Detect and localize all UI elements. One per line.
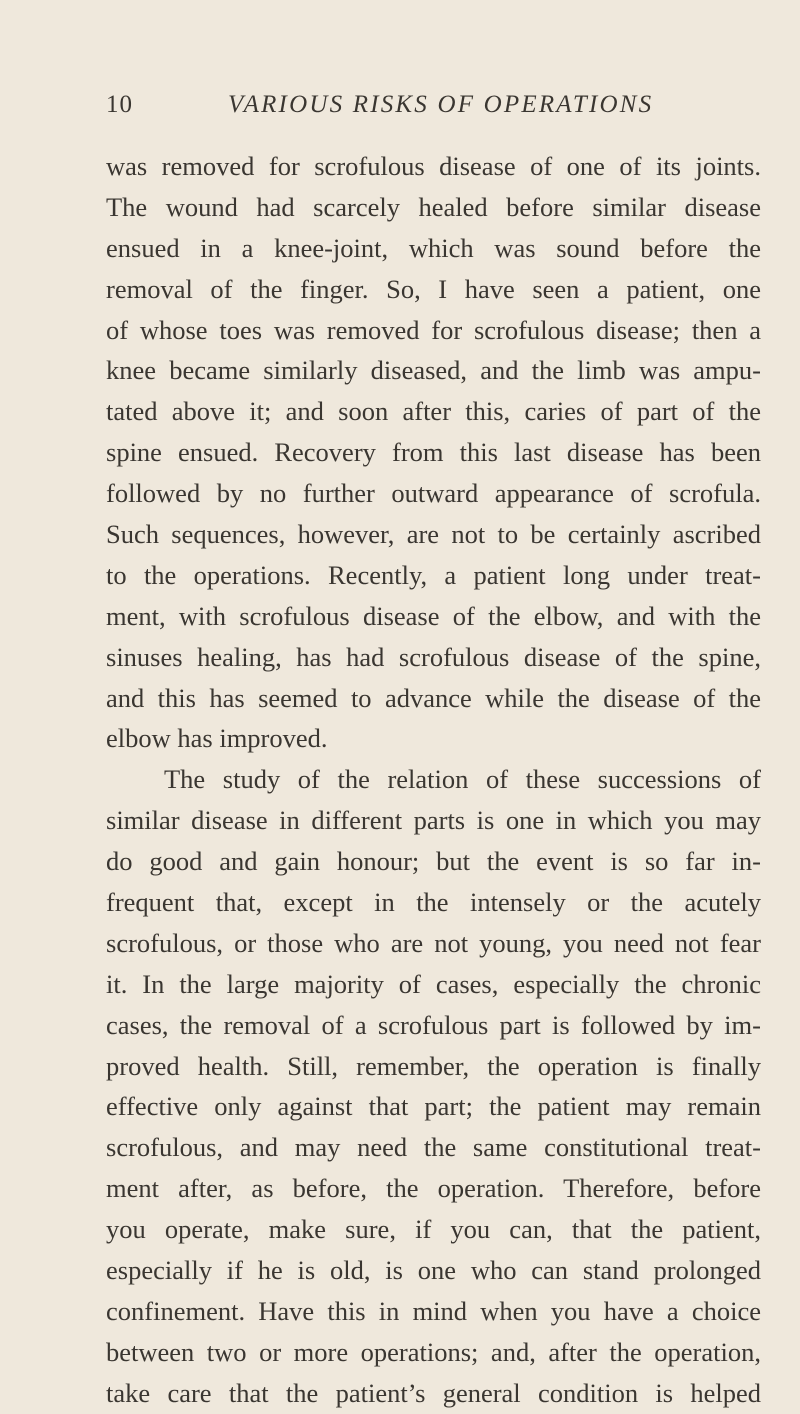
text-line: tated above it; and soon after this, caries of part of the bbox=[106, 396, 761, 427]
text-line: knee became similarly diseased, and the limb was ampu- bbox=[106, 355, 761, 386]
text-line: followed by no further outward appearance of scrofula. bbox=[106, 478, 761, 509]
body-text bbox=[106, 146, 761, 1414]
text-line: ment, with scrofulous disease of the elbow, and with the bbox=[106, 600, 761, 631]
text-line: of whose toes was removed for scrofulous disease; then a bbox=[106, 314, 761, 345]
text-line: confinement. Have this in mind when you have a choice bbox=[106, 1295, 761, 1326]
paragraph-start-line: The study of the relation of these successions of bbox=[164, 764, 761, 795]
text-line: cases, the removal of a scrofulous part is followed by im- bbox=[106, 1009, 761, 1040]
text-line: effective only against that part; the patient may remain bbox=[106, 1091, 761, 1122]
text-line: removal of the finger. So, I have seen a patient, one bbox=[106, 273, 761, 304]
text-line: spine ensued. Recovery from this last disease has been bbox=[106, 437, 761, 468]
text-line: do good and gain honour; but the event is so far in- bbox=[106, 846, 761, 877]
text-line: sinuses healing, has had scrofulous disease of the spine, bbox=[106, 641, 761, 672]
text-line: The wound had scarcely healed before similar disease bbox=[106, 191, 761, 222]
text-line: Such sequences, however, are not to be certainly ascribed bbox=[106, 519, 761, 550]
text-line: especially if he is old, is one who can stand prolonged bbox=[106, 1255, 761, 1286]
text-line: scrofulous, or those who are not young, you need not fear bbox=[106, 927, 761, 958]
text-line: frequent that, except in the intensely or the acutely bbox=[106, 887, 761, 918]
text-line: and this has seemed to advance while the disease of the bbox=[106, 682, 761, 713]
text-line: ment after, as before, the operation. Therefore, before bbox=[106, 1173, 761, 1204]
running-head bbox=[106, 91, 766, 131]
text-line: to the operations. Recently, a patient long under treat- bbox=[106, 559, 761, 590]
page-number: 10 bbox=[106, 91, 133, 118]
text-line: was removed for scrofulous disease of one of its joints. bbox=[106, 151, 761, 181]
text-line: take care that the patient’s general condition is helped bbox=[106, 1377, 761, 1408]
text-line: similar disease in different parts is one in which you may bbox=[106, 805, 761, 836]
paragraph-end-line: elbow has improved. bbox=[106, 723, 328, 754]
text-line: scrofulous, and may need the same constitutional treat- bbox=[106, 1132, 761, 1163]
text-line: between two or more operations; and, after the operation, bbox=[106, 1336, 761, 1367]
text-line: it. In the large majority of cases, especially the chronic bbox=[106, 968, 761, 999]
text-line: you operate, make sure, if you can, that the patient, bbox=[106, 1214, 761, 1245]
text-line: proved health. Still, remember, the operation is finally bbox=[106, 1050, 761, 1081]
text-line: ensued in a knee-joint, which was sound before the bbox=[106, 232, 761, 263]
running-title: VARIOUS RISKS OF OPERATIONS bbox=[228, 91, 654, 118]
